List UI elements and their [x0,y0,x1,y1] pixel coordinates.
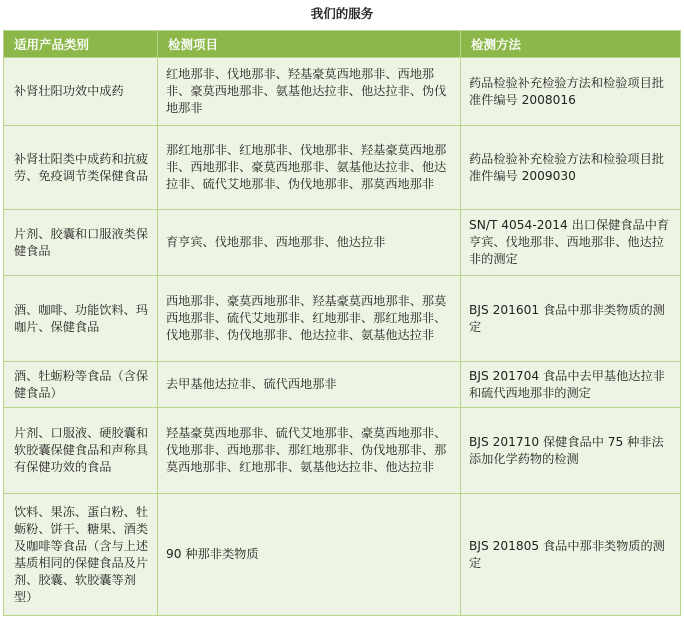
cell-category: 补肾壮阳功效中成药 [4,58,158,126]
cell-method: 药品检验补充检验方法和检验项目批准件编号 2008016 [461,58,681,126]
table-row [4,276,681,362]
cell-items: 去甲基他达拉非、硫代西地那非 [158,362,461,408]
table-row [4,362,681,408]
table-row [4,494,681,616]
cell-items: 羟基豪莫西地那非、硫代艾地那非、豪莫西地那非、伐地那非、西地那非、那红地那非、伪伐地那非、那莫西地那非、红地那非、氨基他达拉非、他达拉非 [158,408,461,494]
cell-items: 红地那非、伐地那非、羟基豪莫西地那非、西地那非、豪莫西地那非、氨基他达拉非、他达拉非、伪伐地那非 [158,58,461,126]
cell-category: 补肾壮阳类中成药和抗疲劳、免疫调节类保健食品 [4,126,158,210]
cell-method: BJS 201601 食品中那非类物质的测定 [461,276,681,362]
cell-method: BJS 201805 食品中那非类物质的测定 [461,494,681,616]
header-category: 适用产品类别 [4,31,158,58]
cell-items: 西地那非、豪莫西地那非、羟基豪莫西地那非、那莫西地那非、硫代艾地那非、红地那非、那红地那非、伐地那非、伪伐地那非、他达拉非、氨基他达拉非 [158,276,461,362]
cell-category: 片剂、口服液、硬胶囊和软胶囊保健食品和声称具有保健功效的食品 [4,408,158,494]
page-title: 我们的服务 [310,6,374,21]
cell-method: SN/T 4054-2014 出口保健食品中育亨宾、伐地那非、西地那非、他达拉非的测定 [461,210,681,276]
cell-items: 那红地那非、红地那非、伐地那非、羟基豪莫西地那非、西地那非、豪莫西地那非、氨基他达拉非、他达拉非、硫代艾地那非、伪伐地那非、那莫西地那非 [158,126,461,210]
cell-category: 片剂、胶囊和口服液类保健食品 [4,210,158,276]
cell-category: 酒、咖啡、功能饮料、玛咖片、保健食品 [4,276,158,362]
table-row [4,408,681,494]
cell-category: 酒、牡蛎粉等食品（含保健食品） [4,362,158,408]
cell-items: 育亨宾、伐地那非、西地那非、他达拉非 [158,210,461,276]
table-header-row [4,31,681,58]
table-row [4,126,681,210]
services-table [3,30,681,616]
cell-category: 饮料、果冻、蛋白粉、牡蛎粉、饼干、糖果、酒类及咖啡等食品（含与上述基质相同的保健食品及片剂、胶囊、软胶囊等剂型） [4,494,158,616]
table-row [4,210,681,276]
header-items: 检测项目 [158,31,461,58]
cell-items: 90 种那非类物质 [158,494,461,616]
cell-method: BJS 201704 食品中去甲基他达拉非和硫代西地那非的测定 [461,362,681,408]
cell-method: 药品检验补充检验方法和检验项目批准件编号 2009030 [461,126,681,210]
header-method: 检测方法 [461,31,681,58]
table-row [4,58,681,126]
cell-method: BJS 201710 保健食品中 75 种非法添加化学药物的检测 [461,408,681,494]
